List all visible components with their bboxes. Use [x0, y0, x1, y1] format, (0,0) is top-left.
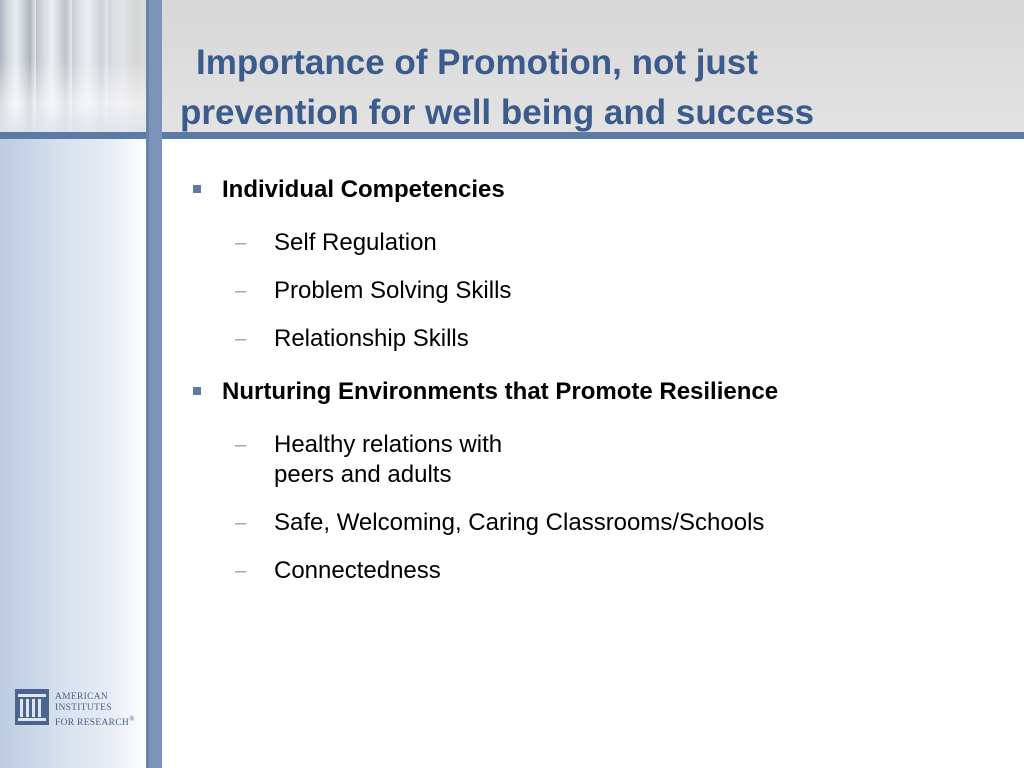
dash-icon: – — [235, 328, 247, 350]
sub-bullet-text: Safe, Welcoming, Caring Classrooms/Schools — [274, 509, 765, 536]
bullet-heading — [190, 372, 990, 412]
sub-bullet — [190, 508, 990, 538]
bullet-heading-text: Nurturing Environments that Promote Resilience — [222, 378, 779, 405]
dash-icon: – — [235, 512, 247, 534]
sub-bullet — [190, 228, 990, 258]
air-logo — [15, 689, 143, 729]
sub-bullet — [190, 324, 990, 354]
logo-line-3-text: FOR RESEARCH — [55, 718, 130, 729]
bullet-list — [190, 170, 990, 586]
bullet-heading — [190, 170, 990, 210]
building-columns-icon — [15, 689, 49, 725]
sub-bullet-text: Self Regulation — [274, 229, 437, 256]
sub-bullet-text-line-1: Healthy relations with — [274, 431, 503, 458]
logo-wordmark — [55, 692, 135, 729]
sub-bullet — [190, 430, 990, 490]
vertical-accent-edge — [146, 0, 149, 768]
bullet-heading-text: Individual Competencies — [222, 176, 505, 203]
logo-line-3 — [55, 714, 135, 729]
square-bullet-icon — [193, 387, 201, 395]
dash-icon: – — [235, 434, 247, 456]
dash-icon: – — [235, 280, 247, 302]
registered-mark: ® — [129, 715, 135, 723]
title-line-2: prevention for well being and success — [180, 93, 815, 132]
sub-bullet-text: Relationship Skills — [274, 325, 469, 352]
square-bullet-icon — [193, 185, 201, 193]
sub-bullet-text: Problem Solving Skills — [274, 277, 512, 304]
sub-bullet-text-line-2: peers and adults — [274, 461, 452, 488]
dash-icon: – — [235, 232, 247, 254]
columns-base — [0, 60, 148, 132]
sub-bullet — [190, 276, 990, 306]
title-line-1: Importance of Promotion, not just — [196, 43, 758, 82]
slide-title — [180, 38, 1000, 138]
sub-bullet-text: Connectedness — [274, 557, 441, 584]
logo-line-2: INSTITUTES — [55, 703, 112, 713]
sub-bullet — [190, 556, 990, 586]
dash-icon: – — [235, 560, 247, 582]
logo-line-1: AMERICAN — [55, 692, 109, 702]
